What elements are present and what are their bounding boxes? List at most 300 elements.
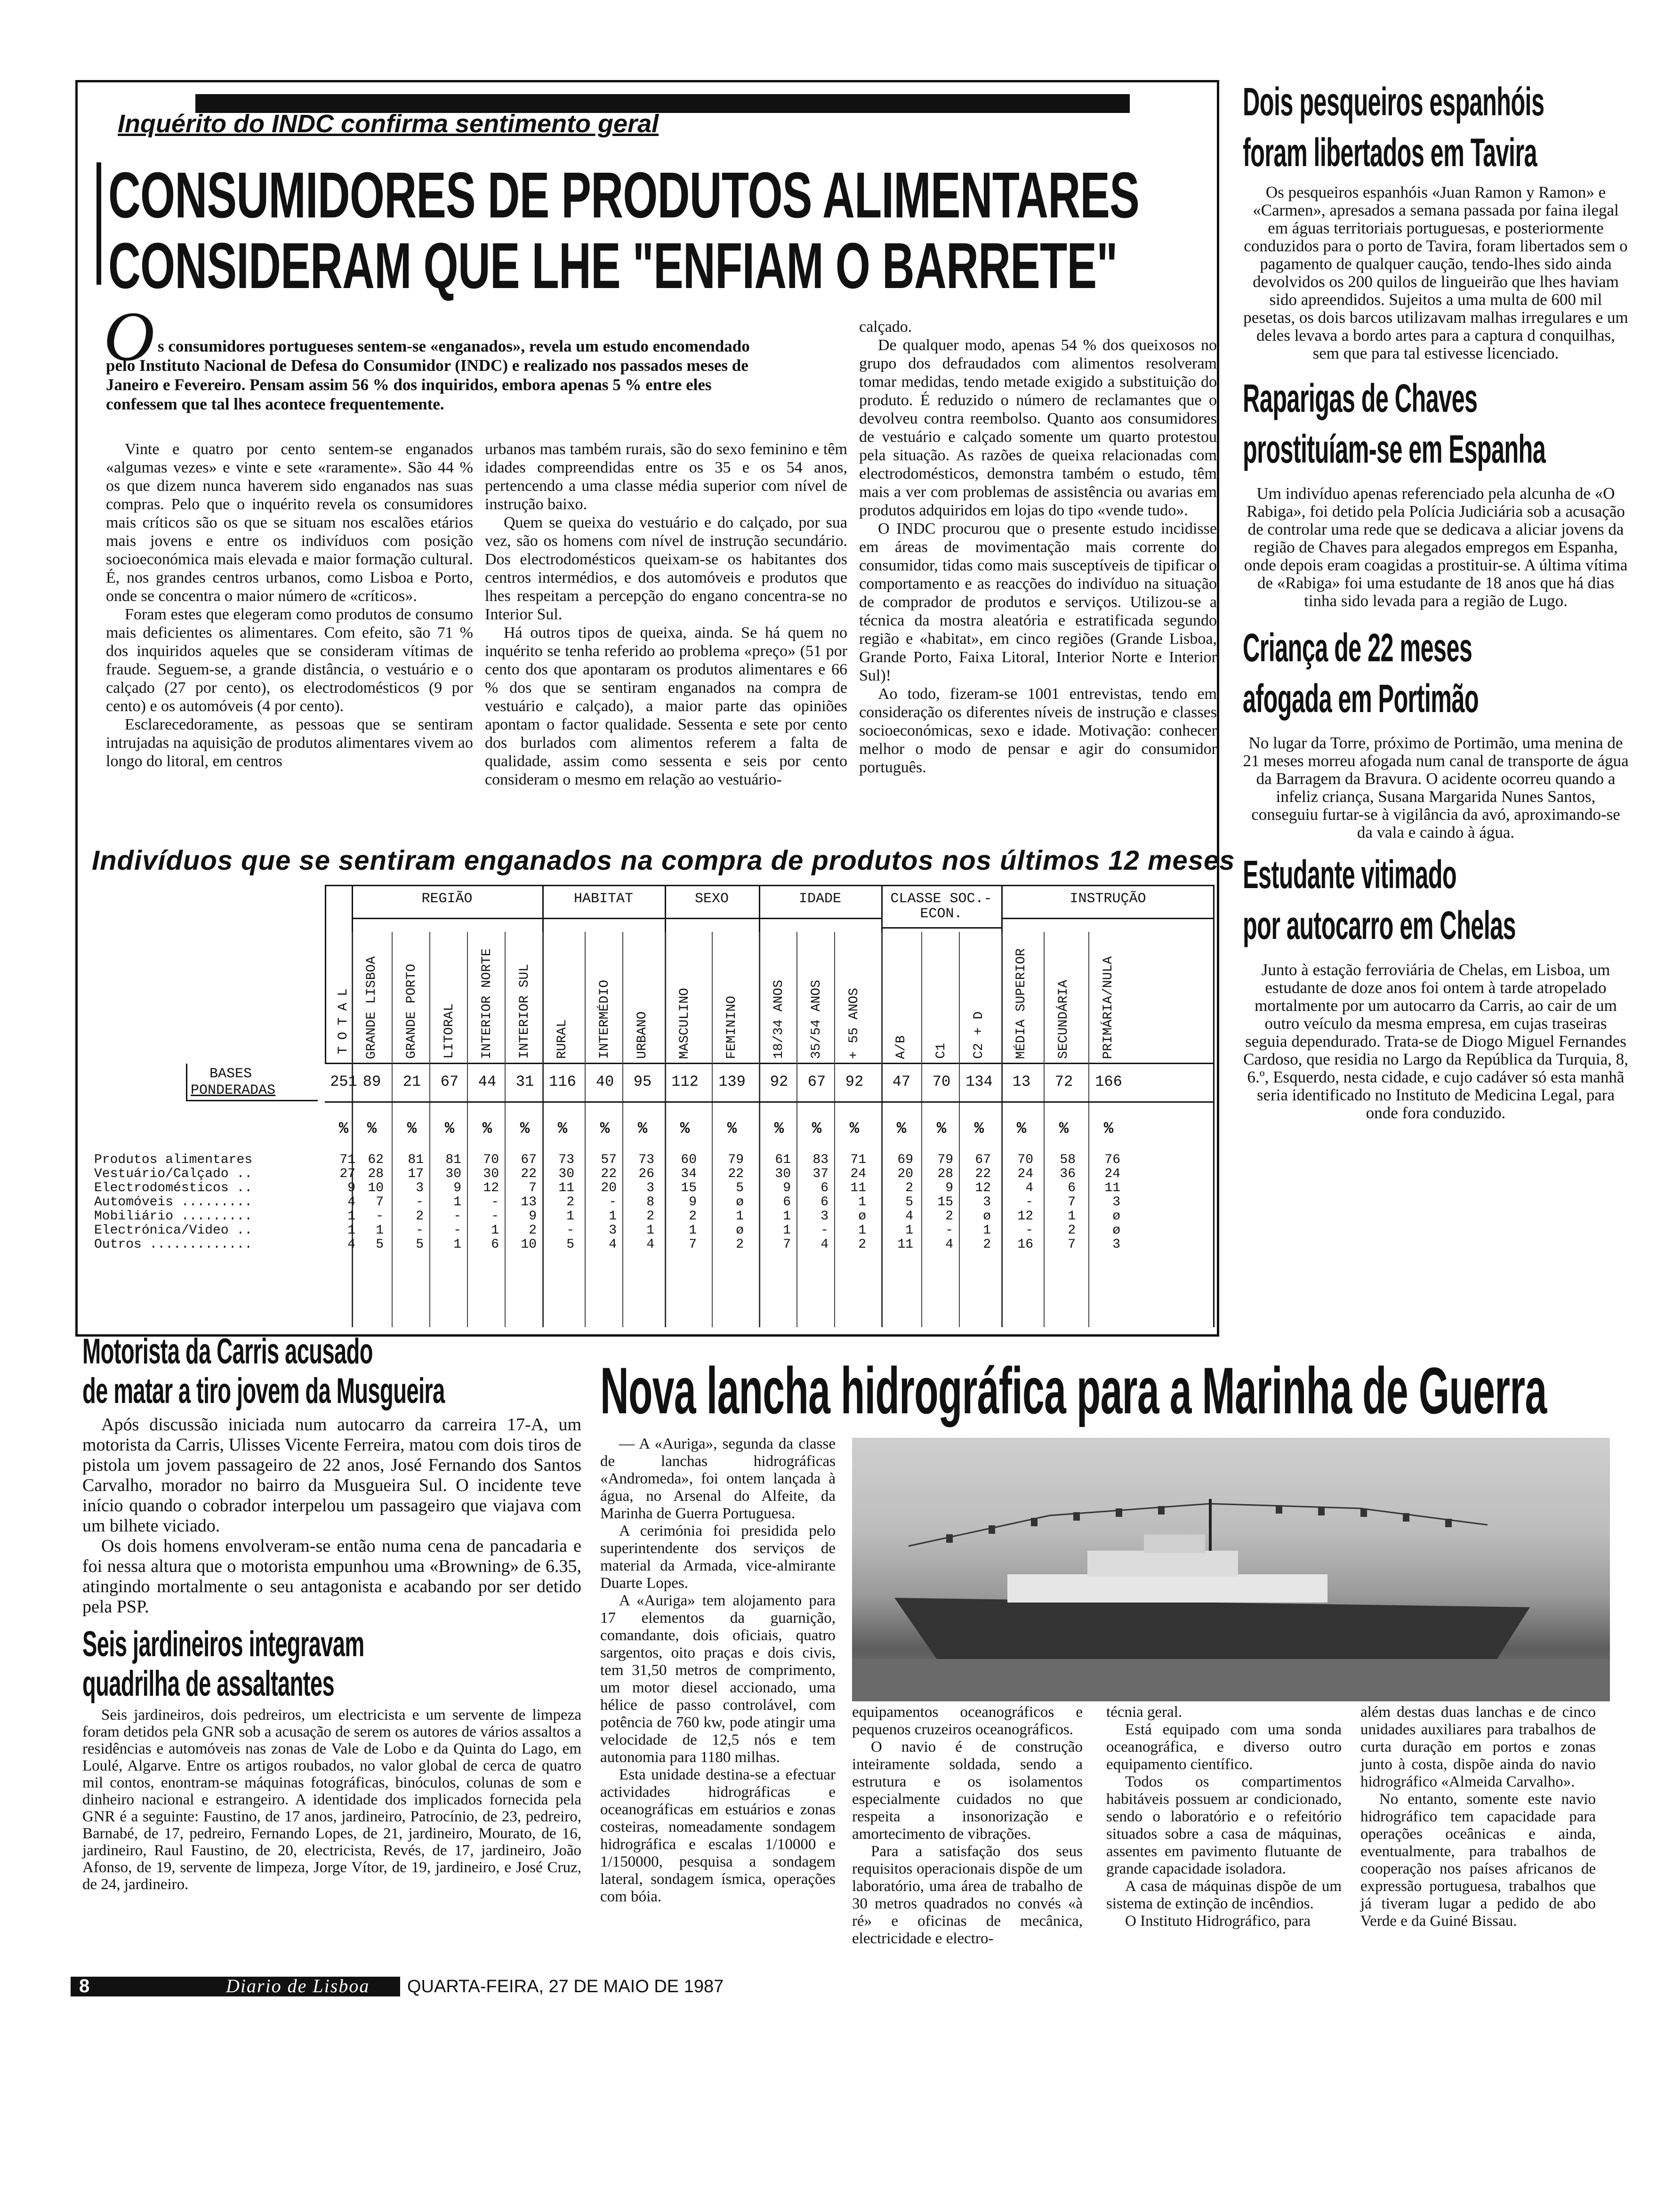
table-cell: 1 xyxy=(858,1195,866,1210)
table-cell: 30 xyxy=(558,1167,574,1181)
table-cell: 58 xyxy=(1060,1153,1076,1167)
percent-marker: % xyxy=(812,1120,822,1138)
col2-p3: Há outros tipos de queixa, ainda. Se há quem no inquérito se tenha referido ao problema «preço» (51 por cento dos que apontaram os produtos alimentares e 66 % dos que se sentiram enganados na compra de vestuário e calçado), a maior parte das opiniões apontam o factor qualidade. Sessenta e sete por cento dos burlados com alimentos referem a falta de qualidade, assim como sessenta e seis por cento consideram o mesmo em relação ao vestuário- xyxy=(485,624,847,788)
page-number: 8 xyxy=(79,1976,90,1996)
column-header-label: SECUNDÁRIA xyxy=(1056,979,1071,1059)
table-cell: 6 xyxy=(820,1195,828,1210)
table-cell: 10 xyxy=(521,1237,537,1252)
table-cell: 7 xyxy=(529,1181,537,1195)
table-cell: 2 xyxy=(646,1209,654,1224)
table-cell: 9 xyxy=(945,1181,953,1195)
column-header xyxy=(763,937,796,1059)
group-header-rule xyxy=(759,918,881,919)
base-value: 251 xyxy=(330,1073,357,1090)
table-cell: 1 xyxy=(609,1209,617,1224)
column-header-label: TOTAL xyxy=(336,981,351,1054)
lancha-c2-p3: Para a satisfação dos seus requisitos operacionais dispõe de um laboratório, uma área de trabalho de 30 metros quadrados no convés «à ré» e oficinas de mecânica, electricidade e electro- xyxy=(852,1843,1083,1947)
column-header xyxy=(471,937,504,1059)
table-cell: 24 xyxy=(1104,1167,1120,1181)
table-cell: 20 xyxy=(601,1181,617,1195)
percent-marker: % xyxy=(896,1120,907,1138)
lancha-c3-p5: O Instituto Hidrográfico, para xyxy=(1125,1913,1311,1930)
table-cell: 5 xyxy=(416,1237,424,1252)
table-cell: 15 xyxy=(937,1195,953,1210)
table-cell: 22 xyxy=(728,1167,744,1181)
table-cell: ø xyxy=(1112,1223,1120,1238)
table-cell: 2 xyxy=(416,1209,424,1224)
table-cell: 5 xyxy=(376,1237,384,1252)
table-cell: 22 xyxy=(975,1167,991,1181)
table-header-separator xyxy=(325,1063,1215,1064)
left-bottom-column xyxy=(82,1332,581,1893)
table-cell: 7 xyxy=(1068,1237,1076,1252)
table-cell: 4 xyxy=(945,1237,953,1252)
table-cell: 2 xyxy=(945,1209,953,1224)
table-cell: 1 xyxy=(858,1223,866,1238)
base-value: 166 xyxy=(1095,1073,1122,1090)
column-rule xyxy=(834,932,835,1327)
right-column xyxy=(1243,80,1629,1122)
table-cell: - xyxy=(491,1209,499,1224)
column-rule xyxy=(542,932,543,1327)
table-cell: ø xyxy=(736,1223,744,1238)
crianca-headline-1: Criança de 22 meses xyxy=(1243,625,1472,670)
group-header: REGIÃO xyxy=(421,891,473,907)
table-cell: 4 xyxy=(1025,1181,1033,1195)
row-label: Vestuário/Calçado .. xyxy=(94,1167,253,1181)
table-cell: 30 xyxy=(445,1167,461,1181)
column-header xyxy=(716,937,748,1059)
base-value: 67 xyxy=(807,1073,826,1090)
lancha-c4-p1: além destas duas lanchas e de cinco unidades auxiliares para trabalhos de curta duração em portos e zonas junto à costa, dispõe ainda do navio hidrográfico «Almeida Carvalho». xyxy=(1360,1704,1596,1790)
table-cell: 1 xyxy=(1068,1209,1076,1224)
base-value: 67 xyxy=(440,1073,459,1090)
carris-p2: Os dois homens envolveram-se então numa cena de pancadaria e foi nessa altura que o motorista empunhou uma «Browning» de 6.35, atingindo mortalmente o seu antagonista e acabando por ser detido pela PSP. xyxy=(82,1536,581,1617)
table-cell: 2 xyxy=(858,1237,866,1252)
table-cell: - xyxy=(566,1223,574,1238)
table-cell: 81 xyxy=(445,1153,461,1167)
carris-p1: Após discussão iniciada num autocarro da carreira 17-A, um motorista da Carris, Ulisses Vicente Ferreira, matou com dois tiros de pistola um jovem passageiro de 22 anos, José Fernando dos Santos Carvalho, morador no bairro da Musgueira Sul. O incidente teve início quando o cobrador interpelou um passageiro que viajava com um bilhete viciado. xyxy=(82,1415,581,1536)
table-cell: 1 xyxy=(689,1223,697,1238)
table-cell: 67 xyxy=(975,1153,991,1167)
table-cell: 1 xyxy=(347,1223,355,1238)
table-cell: 1 xyxy=(347,1209,355,1224)
column-header xyxy=(1047,937,1080,1059)
percent-marker: % xyxy=(557,1120,568,1138)
column-rule xyxy=(467,932,468,1327)
pesqueiros-text: Os pesqueiros espanhóis «Juan Ramon y Ramon» e «Carmen», apresados a semana passada por faina ilegal em águas territoriais portuguesas, e posteriormente conduzidos para o porto de Tavira, foram libertados sem o pagamento de qualquer caução, tendo-lhes sido ainda devolvidos os 200 quilos de lingueirão que lhes haviam sido apreendidos. Sujeitos a uma multa de 600 mil pesetas, os dois barcos utilizavam malhas irregulares e um deles levava a bordo artes para a captura d conquilhas, sem que para tal estivesse licenciado. xyxy=(1243,183,1628,362)
column-header-label: 18/34 ANOS xyxy=(772,979,786,1059)
table-cell: 30 xyxy=(775,1167,791,1181)
percent-marker: % xyxy=(974,1120,984,1138)
column-header-label: C2 + D xyxy=(972,1011,986,1059)
column-rule xyxy=(921,932,922,1327)
column-header xyxy=(963,937,996,1059)
estudante-headline-2: por autocarro em Chelas xyxy=(1243,903,1516,947)
table-cell: 3 xyxy=(646,1181,654,1195)
table-cell: 1 xyxy=(783,1209,791,1224)
table-cell: 28 xyxy=(368,1167,384,1181)
base-value: 89 xyxy=(362,1073,381,1090)
percent-marker: % xyxy=(637,1120,648,1138)
row-label: Produtos alimentares xyxy=(94,1153,253,1167)
table-cell: - xyxy=(491,1195,499,1210)
table-cell: 17 xyxy=(408,1167,424,1181)
group-header: INSTRUÇÃO xyxy=(1070,891,1146,907)
table-cell: - xyxy=(945,1223,953,1238)
column-header xyxy=(588,937,621,1059)
column-header-label: INTERIOR NORTE xyxy=(480,948,494,1059)
crianca-headline-2: afogada em Portimão xyxy=(1243,676,1479,721)
table-cell: 13 xyxy=(521,1195,537,1210)
carris-text xyxy=(82,1415,581,1617)
jardineiros-headline-1: Seis jardineiros integravam xyxy=(82,1624,364,1664)
table-cell: 9 xyxy=(689,1195,697,1210)
table-cell: 81 xyxy=(408,1153,424,1167)
column-header xyxy=(925,937,958,1059)
column-rule xyxy=(505,932,506,1327)
table-cell: 12 xyxy=(975,1181,991,1195)
headline-line-1: CONSUMIDORES DE PRODUTOS ALIMENTARES xyxy=(108,159,1140,232)
table-cell: 71 xyxy=(850,1153,866,1167)
col3-p4: Ao todo, fizeram-se 1001 entrevistas, tendo em consideração os diferentes níveis de instrução e classes socioeconómicas, sexo e idade. Motivação: conhecer melhor o modo de pensar e agir do consumidor português. xyxy=(859,685,1217,776)
table-cell: - xyxy=(416,1195,424,1210)
group-header: CLASSE SOC.-ECON. xyxy=(890,891,992,922)
table-cell: 11 xyxy=(558,1181,574,1195)
table-cell: 3 xyxy=(820,1209,828,1224)
column-header xyxy=(546,937,579,1059)
group-header-rule xyxy=(542,918,665,919)
base-value: 44 xyxy=(478,1073,497,1090)
table-cell: 9 xyxy=(453,1181,461,1195)
table-cell: 79 xyxy=(728,1153,744,1167)
table-cell: 15 xyxy=(681,1181,697,1195)
jardineiros-p1: Seis jardineiros, dois pedreiros, um electricista e um servente de limpeza foram detidos pela GNR sob a acusação de serem os autores de vários assaltos a residências e automóveis nas zonas de Vale de Lobo e da Quinta do Lago, em Loulé, Algarve. Entre os artigos roubados, no valor global de cerca de quatro mil contos, enontram-se máquinas fotográficas, binóculos, colunas de som e dinheiro nacional e estrangeiro. A identidade dos implicados fornecida pela GNR é a seguinte: Faustino, de 17 anos, jardineiro, Patrocínio, de 23, pedreiro, Barnabé, de 17, pedreiro, Fernando Lopes, de 21, jardineiro, Mourato, de 16, jardineiro, Raul Faustino, de 20, electricista, Revés, de 17, jardineiro, João Afonso, de 19, servente de limpeza, Jorge Vítor, de 19, jardineiro, e José Cruz, de 24, jardineiro. xyxy=(82,1707,581,1893)
table-cell: 5 xyxy=(566,1237,574,1252)
base-value: 70 xyxy=(932,1073,951,1090)
article-column-2 xyxy=(485,440,847,789)
base-value: 40 xyxy=(595,1073,614,1090)
group-header: HABITAT xyxy=(573,891,634,907)
chaves-headline-1: Raparigas de Chaves xyxy=(1243,376,1478,420)
table-cell: 1 xyxy=(905,1223,913,1238)
table-cell: 73 xyxy=(558,1153,574,1167)
table-cell: 28 xyxy=(937,1167,953,1181)
table-cell: ø xyxy=(736,1195,744,1210)
percent-marker: % xyxy=(367,1120,377,1138)
table-cell: 1 xyxy=(491,1223,499,1238)
lancha-c2-p2: O navio é de construção inteiramente soldada, sendo a estrutura e os isolamentos especialmente cuidados no que respeita a insonorização e amortecimento de vibrações. xyxy=(852,1739,1083,1843)
base-value: 13 xyxy=(1012,1073,1031,1090)
table-cell: 2 xyxy=(689,1209,697,1224)
base-value: 92 xyxy=(845,1073,864,1090)
base-value: 139 xyxy=(718,1073,746,1090)
headline-line-2: CONSIDERAM QUE LHE "ENFIAM O BARRETE" xyxy=(108,230,1118,302)
col3-p2: De qualquer modo, apenas 54 % dos queixosos no grupo dos defraudados com alimentos resolveram tomar medidas, tendo metade exigido a substituição do produto. É reduzido o número de reclamantes que o devolveu contra reembolso. Quanto aos consumidores de vestuário e calçado somente um quarto protestou pela situação. As razões de queixa relacionadas com electrodomésticos, demonstra também o estudo, têm mais a ver com problemas de assistência ou avarias em produtos adquiridos em lojas do tipo «vende tudo». xyxy=(859,337,1217,519)
base-value: 92 xyxy=(770,1073,788,1090)
base-value: 21 xyxy=(402,1073,421,1090)
table-cell: 2 xyxy=(736,1237,744,1252)
table-cell: ø xyxy=(1112,1209,1120,1224)
table-cell: 5 xyxy=(905,1195,913,1210)
group-header-rule xyxy=(352,918,542,919)
table-cell: 4 xyxy=(609,1237,617,1252)
chaves-text: Um indivíduo apenas referenciado pela alcunha de «O Rabiga», foi detido pela Polícia Judiciária sob a acusação de controlar uma rede que se dedicava a aliciar jovens da região de Chaves para alegados empregos em Espanha, onde depois eram coagidas a prostituir-se. A última vítima de «Rabiga» foi uma estudante de 18 anos que há dias tinha sido levada para a região de Lugo. xyxy=(1244,484,1628,610)
table-cell: 1 xyxy=(566,1209,574,1224)
table-cell: 27 xyxy=(339,1167,355,1181)
table-cell: ø xyxy=(858,1209,866,1224)
bases-label-1: BASES xyxy=(209,1066,252,1082)
group-header-rule xyxy=(881,927,1001,929)
table-cell: 2 xyxy=(983,1237,991,1252)
table-cell: 73 xyxy=(638,1153,654,1167)
table-cell: 26 xyxy=(638,1167,654,1181)
footer-date: QUARTA-FEIRA, 27 DE MAIO DE 1987 xyxy=(407,1977,724,1996)
percent-marker: % xyxy=(444,1120,455,1138)
column-header xyxy=(1005,937,1038,1059)
table-cell: 11 xyxy=(850,1181,866,1195)
column-header xyxy=(668,937,701,1059)
table-cell: 24 xyxy=(850,1167,866,1181)
lancha-c3-p2: Está equipado com uma sonda oceanográfica, e diverso outro equipamento científico. xyxy=(1106,1721,1342,1773)
column-header xyxy=(355,937,388,1059)
percent-marker: % xyxy=(849,1120,860,1138)
column-rule xyxy=(585,932,586,1327)
percent-marker: % xyxy=(936,1120,947,1138)
percent-marker: % xyxy=(407,1120,417,1138)
column-rule xyxy=(392,932,393,1327)
table-cell: 16 xyxy=(1017,1237,1033,1252)
table-cell: ø xyxy=(983,1209,991,1224)
percent-marker: % xyxy=(600,1120,610,1138)
col1-p2: Foram estes que elegeram como produtos de consumo mais deficientes os alimentares. Com efeito, são 71 % dos inquiridos aqueles que se consideram vítimas de fraude. Seguem-se, a grande distância, o vestuário e o calçado (27 por cento), os electrodomésticos (9 por cento) e os automóveis (4 por cento). xyxy=(106,606,473,715)
column-header-label: C1 xyxy=(934,1043,949,1059)
column-rule xyxy=(759,932,760,1327)
percent-marker: % xyxy=(727,1120,737,1138)
table-cell: 7 xyxy=(783,1237,791,1252)
row-label: Automóveis ......... xyxy=(94,1195,253,1210)
group-header: SEXO xyxy=(694,891,729,907)
column-header xyxy=(1092,937,1125,1059)
table-cell: 4 xyxy=(905,1209,913,1224)
col1-p3: Esclarecedoramente, as pessoas que se sentiram intrujadas na aquisição de produtos alimentares vivem ao longo do litoral, em centros xyxy=(106,716,473,770)
table-cell: 20 xyxy=(897,1167,913,1181)
column-rule xyxy=(796,932,797,1327)
table-cell: 11 xyxy=(1104,1181,1120,1195)
table-cell: 30 xyxy=(483,1167,499,1181)
column-rule xyxy=(959,932,960,1327)
column-rule xyxy=(429,932,430,1327)
table-cell: - xyxy=(416,1223,424,1238)
col3-p3: O INDC procurou que o presente estudo incidisse em áreas de movimentação mais corrente do consumidor, tidas como mais susceptíveis de tipificar o comportamento e as reacções do indivíduo na situação de comprador de produtos e serviços. Utilizou-se a técnica da mostra aleatória e estratificada segundo região e «habitat», em cinco regiões (Grande Lisboa, Grande Porto, Faixa Litoral, Interior Norte e Interior Sul)! xyxy=(859,520,1217,684)
table-cell: 1 xyxy=(453,1237,461,1252)
table-cell: 10 xyxy=(368,1181,384,1195)
table-cell: 76 xyxy=(1104,1153,1120,1167)
ship-photo xyxy=(852,1438,1610,1701)
kicker: Inquérito do INDC confirma sentimento geral xyxy=(118,110,659,138)
column-header-label: MASCULINO xyxy=(677,987,692,1059)
base-value: 95 xyxy=(633,1073,652,1090)
base-value: 47 xyxy=(892,1073,911,1090)
base-value: 31 xyxy=(515,1073,534,1090)
table-cell: 7 xyxy=(1068,1195,1076,1210)
column-rule xyxy=(1044,932,1045,1327)
lead-paragraph: s consumidores portugueses sentem-se «enganados», revela um estudo encomendado pelo Instituto Nacional de Defesa do Consumidor (INDC) e realizado nos passados meses de Janeiro e Fevereiro. Pensam assim 56 % dos inquiridos, embora apenas 5 % entre eles confessem que tal lhes acontece frequentemente. xyxy=(106,337,750,413)
column-header-label: + 55 ANOS xyxy=(847,987,861,1059)
percent-marker: % xyxy=(1016,1120,1027,1138)
lancha-column-3 xyxy=(1106,1704,1342,1930)
column-rule xyxy=(881,932,882,1327)
column-rule xyxy=(665,932,666,1327)
column-header xyxy=(885,937,918,1059)
column-header xyxy=(433,937,466,1059)
table-cell: 8 xyxy=(646,1195,654,1210)
column-header-label: RURAL xyxy=(555,1019,570,1059)
col1-p1: Vinte e quatro por cento sentem-se enganados «algumas vezes» e vinte e sete «raramente». São 44 % os que dizem nunca haverem sido enganados nas suas compras. Pelo que o inquérito revela os consumidores mais críticos são os que se situam nos escalões etários mais jovens e entre os indivíduos com posição socioeconómica mais elevada e maior formação cultural. É, nos grandes centros urbanos, como Lisboa e Porto, onde se concentra o maior número de «críticos». xyxy=(106,441,473,605)
row-label: Electrodomésticos .. xyxy=(94,1181,253,1195)
lancha-c1-p2: A cerimónia foi presidida pelo superintendente dos serviços de material da Armada, vice-almirante Duarte Lopes. xyxy=(600,1523,836,1592)
base-value: 116 xyxy=(549,1073,576,1090)
table-cell: 4 xyxy=(347,1195,355,1210)
table-cell: 37 xyxy=(812,1167,828,1181)
table-cell: 57 xyxy=(601,1153,617,1167)
group-header: IDADE xyxy=(798,891,841,907)
table-cell: 9 xyxy=(347,1181,355,1195)
table-cell: 2 xyxy=(529,1223,537,1238)
table-cell: 60 xyxy=(681,1153,697,1167)
lancha-column-2 xyxy=(852,1704,1083,1948)
table-cell: 3 xyxy=(1112,1195,1120,1210)
table-cell: 79 xyxy=(937,1153,953,1167)
column-header-label: GRANDE PORTO xyxy=(404,964,419,1059)
column-rule xyxy=(1088,932,1089,1327)
group-header-rule xyxy=(665,918,759,919)
chaves-headline-2: prostituíam-se em Espanha xyxy=(1243,427,1546,471)
table-cell: 2 xyxy=(905,1181,913,1195)
survey-table-area xyxy=(94,885,1215,1327)
table-cell: 7 xyxy=(376,1195,384,1210)
drop-cap: O xyxy=(104,297,155,376)
table-cell: 70 xyxy=(1017,1153,1033,1167)
estudante-headline-1: Estudante vitimado xyxy=(1243,852,1457,897)
jardineiros-headline-2: quadrilha de assaltantes xyxy=(82,1664,335,1704)
row-label: Outros ............. xyxy=(94,1237,253,1252)
column-header xyxy=(838,937,871,1059)
percent-marker: % xyxy=(680,1120,690,1138)
column-header-label: 35/54 ANOS xyxy=(809,979,824,1059)
column-header-label: MÉDIA SUPERIOR xyxy=(1014,948,1029,1059)
pesqueiros-headline-2: foram libertados em Tavira xyxy=(1243,130,1537,175)
table-cell: 67 xyxy=(521,1153,537,1167)
table-cell: 83 xyxy=(812,1153,828,1167)
percent-marker: % xyxy=(520,1120,530,1138)
column-header-label: URBANO xyxy=(635,1011,650,1059)
table-cell: 6 xyxy=(820,1181,828,1195)
table-cell: 7 xyxy=(689,1237,697,1252)
table-cell: 2 xyxy=(566,1195,574,1210)
percent-marker: % xyxy=(482,1120,492,1138)
percent-marker: % xyxy=(1059,1120,1069,1138)
table-title: Indivíduos que se sentiram enganados na compra de produtos nos últimos 12 meses xyxy=(92,845,1235,876)
table-cell: 61 xyxy=(775,1153,791,1167)
group-header-rule xyxy=(1001,918,1215,919)
bases-label-2: PONDERADAS xyxy=(191,1082,276,1098)
row-label: Electrónica/Video .. xyxy=(94,1223,253,1238)
lancha-c3-p4: A casa de máquinas dispõe de um sistema de extinção de incêndios. xyxy=(1106,1878,1342,1912)
table-cell: - xyxy=(1025,1223,1033,1238)
table-cell: 1 xyxy=(646,1223,654,1238)
table-cell: 2 xyxy=(1068,1223,1076,1238)
headline-left-bar xyxy=(97,162,101,285)
percent-marker: % xyxy=(774,1120,784,1138)
column-rule xyxy=(1001,932,1002,1327)
table-cell: 4 xyxy=(820,1237,828,1252)
column-rule xyxy=(622,932,623,1327)
column-header xyxy=(508,937,541,1059)
table-cell: 6 xyxy=(783,1195,791,1210)
table-cell: 3 xyxy=(609,1223,617,1238)
base-value: 72 xyxy=(1054,1073,1073,1090)
col2-p1: urbanos mas também rurais, são do sexo feminino e têm idades compreendidas entre os 35 e os 54 anos, pertencendo a uma classe média superior com nível de instrução baixo. xyxy=(485,441,847,513)
column-header-label: PRIMÁRIA/NULA xyxy=(1101,956,1116,1059)
table-cell: 34 xyxy=(681,1167,697,1181)
table-cell: - xyxy=(609,1195,617,1210)
percent-marker: % xyxy=(1103,1120,1114,1138)
percent-marker: % xyxy=(338,1120,349,1138)
column-header-label: LITORAL xyxy=(442,1003,457,1059)
pesqueiros-headline-1: Dois pesqueiros espanhóis xyxy=(1243,80,1544,124)
column-header xyxy=(800,937,833,1059)
carris-headline-2: de matar a tiro jovem da Musgueira xyxy=(82,1371,445,1411)
table-cell: 3 xyxy=(1112,1237,1120,1252)
table-cell: 6 xyxy=(1068,1181,1076,1195)
table-cell: 22 xyxy=(601,1167,617,1181)
lancha-column-1 xyxy=(600,1435,836,1906)
table-cell: - xyxy=(453,1209,461,1224)
column-header-label: GRANDE LISBOA xyxy=(364,956,379,1059)
table-right-border xyxy=(1213,885,1215,1327)
table-cell: 12 xyxy=(483,1181,499,1195)
column-header xyxy=(395,937,428,1059)
table-cell: 71 xyxy=(339,1153,355,1167)
table-cell: 1 xyxy=(376,1223,384,1238)
table-cell: 12 xyxy=(1017,1209,1033,1224)
table-cell: 4 xyxy=(646,1237,654,1252)
lancha-c3-p1: técnia geral. xyxy=(1106,1704,1182,1721)
table-cell: 9 xyxy=(529,1209,537,1224)
masthead-logo: Diario de Lisboa xyxy=(226,1975,370,1996)
jardineiros-text xyxy=(82,1707,581,1893)
column-header-label: A/B xyxy=(894,1035,909,1059)
table-cell: - xyxy=(1025,1195,1033,1210)
column-header-label: INTERIOR SUL xyxy=(517,964,532,1059)
table-cell: 24 xyxy=(1017,1167,1033,1181)
table-cell: 1 xyxy=(783,1223,791,1238)
table-cell: 62 xyxy=(368,1153,384,1167)
row-label: Mobiliário ......... xyxy=(94,1209,253,1224)
table-cell: 1 xyxy=(983,1223,991,1238)
article-column-1 xyxy=(106,440,473,770)
table-cell: 36 xyxy=(1060,1167,1076,1181)
lancha-c1-p4: Esta unidade destina-se a efectuar actividades hidrográficas e oceanográficas em estuários e zonas costeiras, nomeadamente sondagem hidrográfica e escalas 1/10000 e 1/150000, pesquisa a sondagem lateral, sondagem ísmica, operações com bóia. xyxy=(600,1766,836,1905)
table-cell: 1 xyxy=(736,1209,744,1224)
crianca-text: No lugar da Torre, próximo de Portimão, uma menina de 21 meses morreu afogada num canal de transporte de água da Barragem da Bravura. O acidente ocorreu quando a infeliz criança, Susana Margarida Nunes Santos, conseguiu furtar-se à vigilância da avó, aproximando-se da vala e caindo à água. xyxy=(1243,734,1629,842)
lancha-headline: Nova lancha hidrográfica para a Marinha de Guerra xyxy=(600,1354,1547,1427)
base-value: 112 xyxy=(671,1073,699,1090)
table-cell: 5 xyxy=(736,1181,744,1195)
col2-p2: Quem se queixa do vestuário e do calçado, por sua vez, são os homens com nível de instrução secundário. Dos electrodomésticos queixam-se os habitantes dos centros intermédios, e dos automóveis e produtos que lhes respeitam a percepção do engano concentra-se no Interior Sul. xyxy=(485,514,847,623)
base-value: 134 xyxy=(965,1073,993,1090)
